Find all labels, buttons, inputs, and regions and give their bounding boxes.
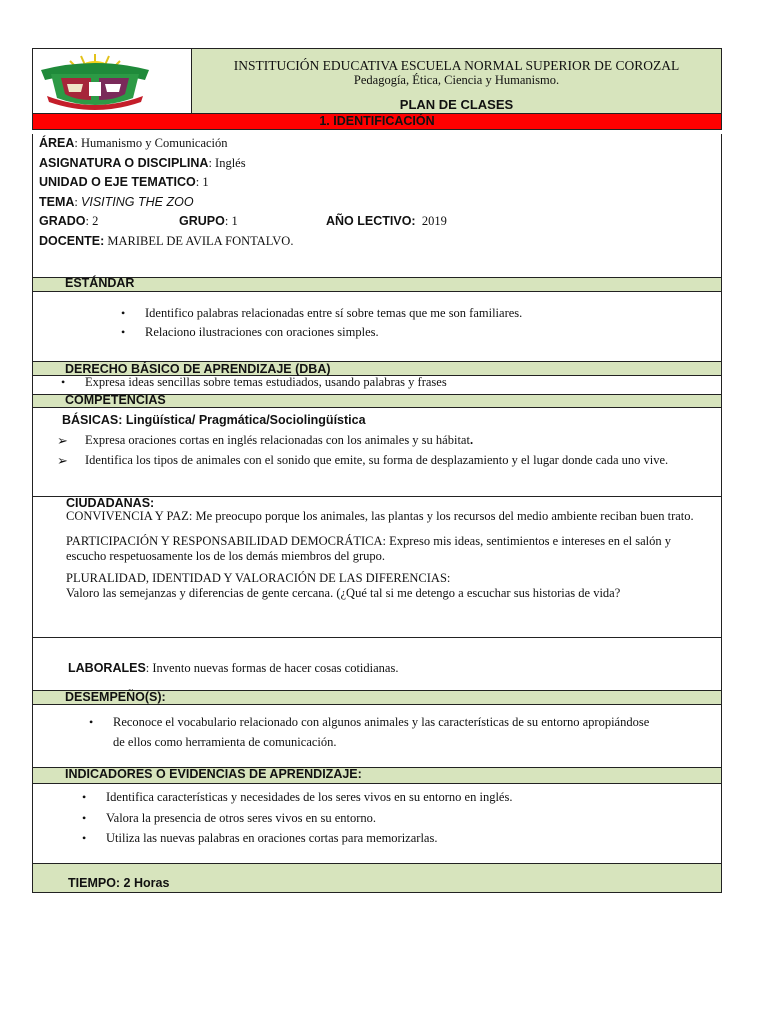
laborales-section [32, 638, 722, 691]
tiempo-row: TIEMPO: 2 Horas [32, 864, 722, 893]
ciudadanas-title: CIUDADANAS: [66, 496, 155, 510]
estandar-heading: ESTÁNDAR [32, 278, 722, 292]
basicas-list [33, 431, 721, 470]
institution-motto: Pedagogía, Ética, Ciencia y Humanismo. [353, 73, 560, 87]
indicadores-section [32, 784, 722, 864]
list-item: • Identifico palabras relacionadas entre sí sobre temas que me son familiares. [145, 304, 721, 323]
laborales-text: : Invento nuevas formas de hacer cosas cotidianas. [145, 661, 399, 675]
document-header [32, 48, 722, 114]
identification-section [32, 134, 722, 278]
list-item: • Valora la presencia de otros seres vivos en su entorno. [106, 808, 721, 829]
indicadores-heading: INDICADORES O EVIDENCIAS DE APRENDIZAJE: [32, 768, 722, 784]
grado-value: : 2 [85, 214, 99, 228]
basicas-item-period: . [469, 433, 474, 447]
list-item: • Utiliza las nuevas palabras en oraciones cortas para memorizarlas. [106, 828, 721, 849]
area-label: ÁREA [39, 136, 75, 150]
basicas-item-text: Expresa oraciones cortas en inglés relacionadas con los animales y su hábitat [85, 433, 470, 447]
desempenos-heading: DESEMPEÑO(S): [32, 691, 722, 705]
desempenos-section [32, 705, 722, 768]
indicadores-list [33, 787, 721, 849]
grupo-value: : 1 [224, 214, 238, 228]
basicas-title: BÁSICAS: Lingüística/ Pragmática/Sociolingüística [62, 413, 366, 427]
grupo-group [179, 212, 238, 232]
area-line [39, 134, 721, 154]
estandar-list [33, 304, 721, 342]
dba-list [33, 376, 721, 388]
plan-title: PLAN DE CLASES [399, 97, 514, 112]
list-item [85, 431, 703, 451]
grado-label: GRADO [39, 214, 86, 228]
identification-heading: 1. IDENTIFICACIÓN [32, 114, 722, 130]
grado-line [39, 212, 721, 232]
desempenos-list [33, 713, 721, 752]
pluralidad-title: PLURALIDAD, IDENTIDAD Y VALORACIÓN DE LAS DIFERENCIAS: [66, 571, 451, 585]
docente-label: DOCENTE: [39, 233, 105, 248]
header-title-cell [192, 49, 721, 113]
docente-line [39, 232, 721, 252]
list-item: • Identifica características y necesidades de los seres vivos en su entorno en inglés. [106, 787, 721, 808]
logo-cell [33, 49, 192, 113]
unidad-label: UNIDAD O EJE TEMATICO [39, 175, 196, 189]
competencias-heading: COMPETENCIAS [32, 395, 722, 408]
asignatura-line [39, 154, 721, 174]
dba-heading: DERECHO BÁSICO DE APRENDIZAJE (DBA) [32, 362, 722, 376]
list-item: • Expresa ideas sencillas sobre temas estudiados, usando palabras y frases [85, 376, 721, 388]
pluralidad-text: Valoro las semejanzas y diferencias de gente cercana. (¿Qué tal si me detengo a escuchar sus historias de vida? [66, 586, 621, 600]
ano-value: 2019 [421, 214, 447, 228]
basicas-section [32, 408, 722, 497]
tema-line [39, 193, 721, 213]
tema-label: TEMA [39, 194, 75, 209]
docente-value: MARIBEL DE AVILA FONTALVO. [107, 233, 294, 248]
convivencia-text: CONVIVENCIA Y PAZ: Me preocupo porque los animales, las plantas y los recursos del medio ambiente reciban buen trato. [66, 509, 694, 523]
ano-label: AÑO LECTIVO: [326, 214, 416, 228]
institution-name: INSTITUCIÓN EDUCATIVA ESCUELA NORMAL SUPERIOR DE COROZAL [233, 58, 680, 73]
lesson-plan-document [32, 48, 722, 893]
ciudadanas-section [32, 497, 722, 638]
area-value: : Humanismo y Comunicación [74, 136, 228, 150]
list-item: • Reconoce el vocabulario relacionado con algunos animales y las características de su entorno apropiándose de ellos como herramienta de comunicación. [113, 713, 661, 752]
list-item: • Relaciono ilustraciones con oraciones simples. [145, 323, 721, 342]
tema-value: VISITING THE ZOO [81, 194, 194, 209]
unidad-value: : 1 [195, 175, 209, 189]
asignatura-value: : Inglés [208, 155, 246, 170]
asignatura-label: ASIGNATURA O DISCIPLINA [39, 155, 209, 170]
estandar-section [32, 292, 722, 362]
grupo-label: GRUPO [179, 214, 225, 228]
laborales-label: LABORALES [68, 661, 146, 675]
tema-separator: : [74, 194, 82, 209]
school-crest-icon [37, 52, 153, 112]
ano-group [326, 212, 447, 232]
list-item: ➢ Identifica los tipos de animales con el sonido que emite, su forma de desplazamiento y el lugar donde cada uno vive. [85, 451, 703, 471]
participacion-text: PARTICIPACIÓN Y RESPONSABILIDAD DEMOCRÁTICA: Expreso mis ideas, sentimientos e intereses en el salón y escucho respetuosamente los de los demás miembros del grupo. [66, 534, 672, 563]
unidad-line [39, 173, 721, 193]
